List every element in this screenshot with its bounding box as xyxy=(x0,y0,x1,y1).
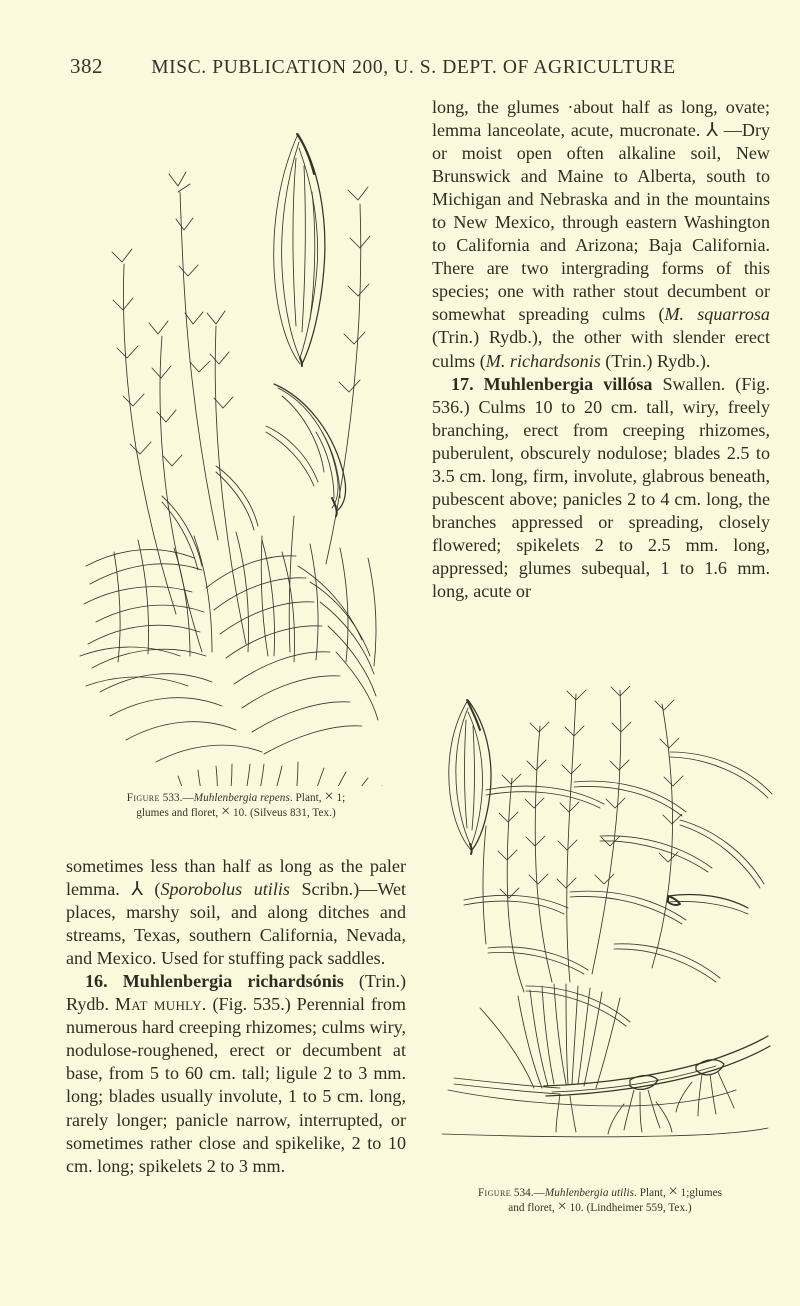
figure-534-illustration xyxy=(424,686,776,1182)
figure-534-label: Figure xyxy=(477,1187,512,1199)
entry-16-author: (Trin.) Rydb. xyxy=(66,971,406,1015)
synonym-open-paren: ( xyxy=(154,879,161,900)
entry-17-description: Culms 10 to 20 cm. tall, wiry, freely branching, erect from creeping rhizomes, puberulent, obscurely nodulose; blades 2.5 to 3.5 cm. long, firm, involute, glabrous beneath, pubescent above; panicles 2 to 4 cm. long, the branches appressed or spreading, closely flowered; spikelets 2 to 2.5 mm. long, appressed; glumes subequal, 1 to 1.6 mm. long, acute or xyxy=(432,396,770,601)
right-column xyxy=(432,96,770,603)
figure-534-caption-part3: and floret, xyxy=(508,1202,555,1215)
figure-534-caption xyxy=(424,1185,776,1215)
figure-533-label: Figure xyxy=(126,792,160,804)
squarrosa-species: squarrosa xyxy=(697,304,770,325)
figure-533-number: 533. xyxy=(162,792,183,804)
figure-534-caption-part2: glumes xyxy=(689,1187,723,1199)
figure-533-caption-part1: . Plant, xyxy=(289,792,322,804)
synonym-genus: Sporobolus xyxy=(160,879,243,900)
multiplication-icon: × xyxy=(221,803,231,821)
figure-534-magnification-2: 10. xyxy=(569,1202,584,1215)
figure-534-collection: (Lindheimer 559, Tex.) xyxy=(586,1202,692,1215)
paragraph-right-continuation xyxy=(432,96,770,373)
multiplication-icon: × xyxy=(324,788,334,805)
entry-17-figure-ref: (Fig. 536.) xyxy=(432,373,770,417)
left-continuation-tail: —Wet places, marshy soil, and along ditches and streams, Texas, southern California, Nevada, and Mexico. Used for stuffing pack saddles. xyxy=(66,879,407,969)
running-head xyxy=(70,54,730,82)
figure-533-collection: (Silveus 831, Tex.) xyxy=(250,807,336,820)
multiplication-icon: × xyxy=(557,1198,567,1216)
right-continuation-lead: long, the glumes ·about half as long, ovate; lemma lanceolate, acute, mucronate. xyxy=(432,97,770,141)
entry-17-number: 17. xyxy=(451,373,474,394)
right-column-body xyxy=(432,96,770,603)
synonym-species: utilis xyxy=(253,879,290,900)
figure-534-dash: — xyxy=(533,1187,545,1199)
richardsonis-genus: M. xyxy=(485,350,506,371)
entry-17-name: Muhlenbergia villósa xyxy=(483,373,653,394)
right-continuation-body: —Dry or moist open often alkaline soil, New Brunswick and Maine to Alberta, south to Michigan and Nebraska and in the mountains to New Mexico, through eastern Washington to California and Arizona; Baja California. There are two intergrading forms of this species; one with rather stout decumbent or somewhat spreading culms ( xyxy=(432,120,771,325)
figure-534-species: Muhlenbergia utilis xyxy=(544,1187,635,1199)
left-column-text xyxy=(66,855,406,1178)
entry-16-description: Perennial from numerous hard creeping rhizomes; culms wiry, nodulose-roughened, erect or decumbent at base, from 5 to 60 cm. tall; ligule 2 to 3 mm. long; blades usually involute, 1 to 5 cm. long, rarely longer; panicle narrow, interrupted, or sometimes rather close and spikelike, 2 to 10 cm. long; spikelets 2 to 3 mm. xyxy=(66,994,406,1176)
entry-16-number: 16. xyxy=(85,971,108,992)
left-column xyxy=(66,96,406,820)
right-continuation-tail: (Trin.) Rydb.). xyxy=(600,350,711,371)
figure-533-species: Muhlenbergia repens xyxy=(193,792,290,804)
entry-16-figure-ref: (Fig. 535.) xyxy=(212,994,291,1015)
figure-533-caption-part2: glumes and floret, xyxy=(136,807,219,820)
left-continuation-lead: sometimes less than half as long as the paler lemma. xyxy=(66,856,406,900)
squarrosa-genus: M. xyxy=(664,304,685,325)
figure-534-number: 534. xyxy=(513,1187,534,1199)
left-column-body xyxy=(66,855,406,1178)
entry-16-name: Muhlenbergia richardsónis xyxy=(122,971,344,992)
paragraph-entry-16 xyxy=(66,970,406,1177)
figure-533-magnification-1: 1; xyxy=(336,792,346,804)
entry-16-common-name: Mat muhly. xyxy=(114,994,207,1015)
perennial-symbol-icon: ⅄ xyxy=(131,878,143,901)
figure-533-illustration xyxy=(66,96,406,786)
figure-533-magnification-2: 10. xyxy=(233,807,248,820)
multiplication-icon: × xyxy=(668,1183,678,1200)
richardsonis-species: richardsonis xyxy=(509,350,601,371)
entry-17-author: Swallen. xyxy=(662,373,726,394)
running-head-title: MISC. PUBLICATION 200, U. S. DEPT. OF AGRICULTURE xyxy=(151,57,676,78)
figure-534 xyxy=(424,686,776,1215)
figure-534-caption-part1: . Plant, xyxy=(634,1187,666,1199)
figure-534-magnification-1: 1; xyxy=(680,1187,690,1199)
figure-533-dash: — xyxy=(182,792,194,804)
paragraph-sporobolus-continuation xyxy=(66,855,406,970)
right-continuation-mid: (Trin.) Rydb.), the other with slender erect culms ( xyxy=(432,327,770,371)
synonym-author: Scribn.) xyxy=(289,879,360,900)
page-number: 382 xyxy=(70,54,103,78)
paragraph-entry-17 xyxy=(432,373,770,603)
figure-533-caption xyxy=(66,790,406,820)
figure-533 xyxy=(66,96,406,820)
perennial-symbol-icon: ⅄ xyxy=(706,119,718,142)
